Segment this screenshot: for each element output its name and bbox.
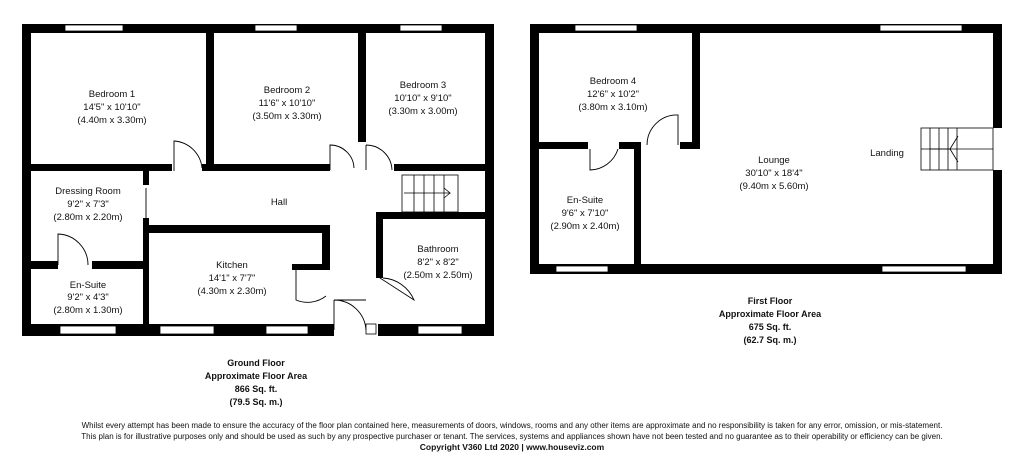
area-sqft: 675 Sq. ft.	[748, 322, 792, 332]
room-bathroom	[403, 244, 472, 281]
room-dims-metric: (2.50m x 2.50m)	[403, 270, 473, 281]
room-dims-imperial: 9'2" x 4'3"	[67, 292, 109, 303]
kitchen-right-wall	[322, 225, 330, 267]
window-ensuite	[556, 266, 608, 272]
room-name: Bedroom 1	[88, 89, 136, 100]
bedrooms-bottom-wall	[22, 164, 172, 171]
room-ensuite	[550, 195, 619, 232]
bathroom-top-wall	[376, 212, 494, 219]
door-front	[334, 300, 366, 330]
room-dims-metric: (2.80m x 1.30m)	[53, 305, 123, 316]
room-landing	[870, 148, 904, 159]
area-sqm: (62.7 Sq. m.)	[743, 335, 797, 345]
room-name: Kitchen	[216, 260, 248, 271]
bedrooms-bottom-wall	[394, 164, 494, 171]
room-kitchen	[197, 260, 266, 297]
room-dims-imperial: 9'6" x 7'10"	[561, 208, 609, 219]
room-dims-metric: (9.40m x 5.60m)	[739, 181, 809, 192]
door-bedroom2	[330, 145, 354, 170]
bedroom4-bottom-wall	[680, 142, 700, 149]
window-lounge-top	[880, 25, 962, 31]
bathroom-left-wall	[376, 212, 383, 278]
room-bedroom4	[578, 76, 647, 113]
room-dims-metric: (4.40m x 3.30m)	[77, 115, 147, 126]
first-wall-right-upper	[993, 24, 1002, 128]
ground-wall-right	[485, 24, 494, 336]
room-dims-imperial: 30'10" x 18'4"	[745, 168, 803, 179]
room-hall	[271, 197, 287, 208]
room-dims-metric: (3.80m x 3.10m)	[578, 102, 648, 113]
room-name: Bedroom 2	[263, 85, 311, 96]
room-name: En-Suite	[566, 195, 604, 206]
first-wall-right-lower	[993, 170, 1002, 274]
room-dims-imperial: 12'6" x 10'2"	[586, 89, 640, 100]
room-dims-imperial: 8'2" x 8'2"	[417, 257, 459, 268]
room-ensuite	[53, 280, 122, 316]
room-dims-metric: (3.30m x 3.00m)	[388, 106, 458, 117]
room-name: Landing	[870, 148, 904, 159]
dressing-room-right-wall	[143, 171, 149, 185]
room-name: Bathroom	[417, 244, 459, 255]
bedroom4-right-wall	[692, 24, 700, 148]
disclaimer-line-2: This plan is for illustrative purposes only and should be used as such by any prospective purchaser or tenant. The services, systems and appliances shown have not been tested and no guarantee as to their operability or efficiency can be given.	[81, 432, 943, 441]
room-dims-metric: (2.90m x 2.40m)	[550, 221, 620, 232]
room-dims-metric: (3.50m x 3.30m)	[252, 111, 322, 122]
room-dims-imperial: 10'10" x 9'10"	[394, 93, 452, 104]
window-bedroom1	[65, 25, 123, 31]
window-kitchen-2	[266, 326, 308, 334]
door-bedroom1	[174, 141, 202, 171]
ensuite-right-wall	[634, 142, 641, 274]
room-dims-metric: (2.80m x 2.20m)	[53, 212, 123, 223]
room-dims-imperial: 14'1" x 7'7"	[208, 273, 256, 284]
area-title: First Floor	[747, 296, 793, 306]
window-bedroom3	[400, 25, 442, 31]
window-kitchen-1	[160, 326, 214, 334]
ground-stairs	[402, 175, 458, 212]
room-name: Bedroom 3	[399, 80, 447, 91]
window-bedroom2	[255, 25, 297, 31]
ground-floor-plan	[22, 24, 494, 407]
door-dressing	[58, 234, 88, 265]
room-bedroom2	[252, 85, 321, 122]
room-dressing	[53, 186, 122, 223]
first-floor-area	[719, 296, 822, 345]
area-title: Ground Floor	[227, 358, 285, 368]
window-ensuite	[60, 326, 116, 334]
window-bedroom4	[575, 25, 637, 31]
room-dims-imperial: 9'2" x 7'3"	[67, 199, 109, 210]
door-kitchen	[296, 270, 326, 302]
room-name: Lounge	[758, 155, 790, 166]
room-bedroom3	[388, 80, 457, 117]
window-lounge-bottom	[882, 266, 966, 272]
disclaimer-line-1: Whilst every attempt has been made to ensure the accuracy of the floor plan contained here, measurements of doors, windows, rooms and any other items are approximate and no responsibility is taken for any error, omission, or mis-statement.	[81, 421, 943, 430]
room-name: Bedroom 4	[589, 76, 637, 87]
area-subtitle: Approximate Floor Area	[718, 309, 822, 319]
room-bedroom1	[77, 89, 146, 126]
ground-wall-left	[22, 24, 31, 336]
dressing-room-bottom-wall	[92, 261, 149, 269]
kitchen-top-wall	[143, 225, 330, 233]
window-front	[366, 324, 376, 334]
bedroom2-3-divider	[358, 24, 366, 142]
room-name: Hall	[270, 197, 288, 208]
bedroom4-bottom-wall	[530, 142, 588, 149]
room-dims-metric: (4.30m x 2.30m)	[197, 286, 267, 297]
bedrooms-bottom-wall	[202, 164, 330, 171]
door-bedroom4	[647, 115, 678, 145]
room-dims-imperial: 11'6" x 10'10"	[258, 98, 316, 109]
dressing-room-bottom-wall	[22, 261, 58, 269]
dressing-room-right-wall	[143, 218, 149, 324]
copyright: Copyright V360 Ltd 2020 | www.houseviz.com	[419, 442, 605, 452]
area-sqft: 866 Sq. ft.	[234, 384, 278, 394]
first-floor-plan	[530, 24, 1002, 345]
kitchen-partition	[292, 264, 330, 270]
bedroom1-2-divider	[206, 24, 214, 171]
door-ensuite	[590, 149, 618, 170]
room-name: En-Suite	[69, 280, 107, 291]
door-bathroom	[380, 278, 414, 300]
door-bedroom3	[366, 145, 392, 170]
ground-floor-area	[205, 358, 308, 407]
area-sqm: (79.5 Sq. m.)	[229, 397, 283, 407]
room-name: Dressing Room	[55, 186, 121, 197]
window-bathroom	[418, 326, 462, 334]
room-dims-imperial: 14'5" x 10'10"	[83, 102, 141, 113]
first-windows	[556, 25, 966, 272]
room-lounge	[739, 155, 808, 192]
area-subtitle: Approximate Floor Area	[204, 371, 308, 381]
first-stairs	[921, 128, 993, 170]
